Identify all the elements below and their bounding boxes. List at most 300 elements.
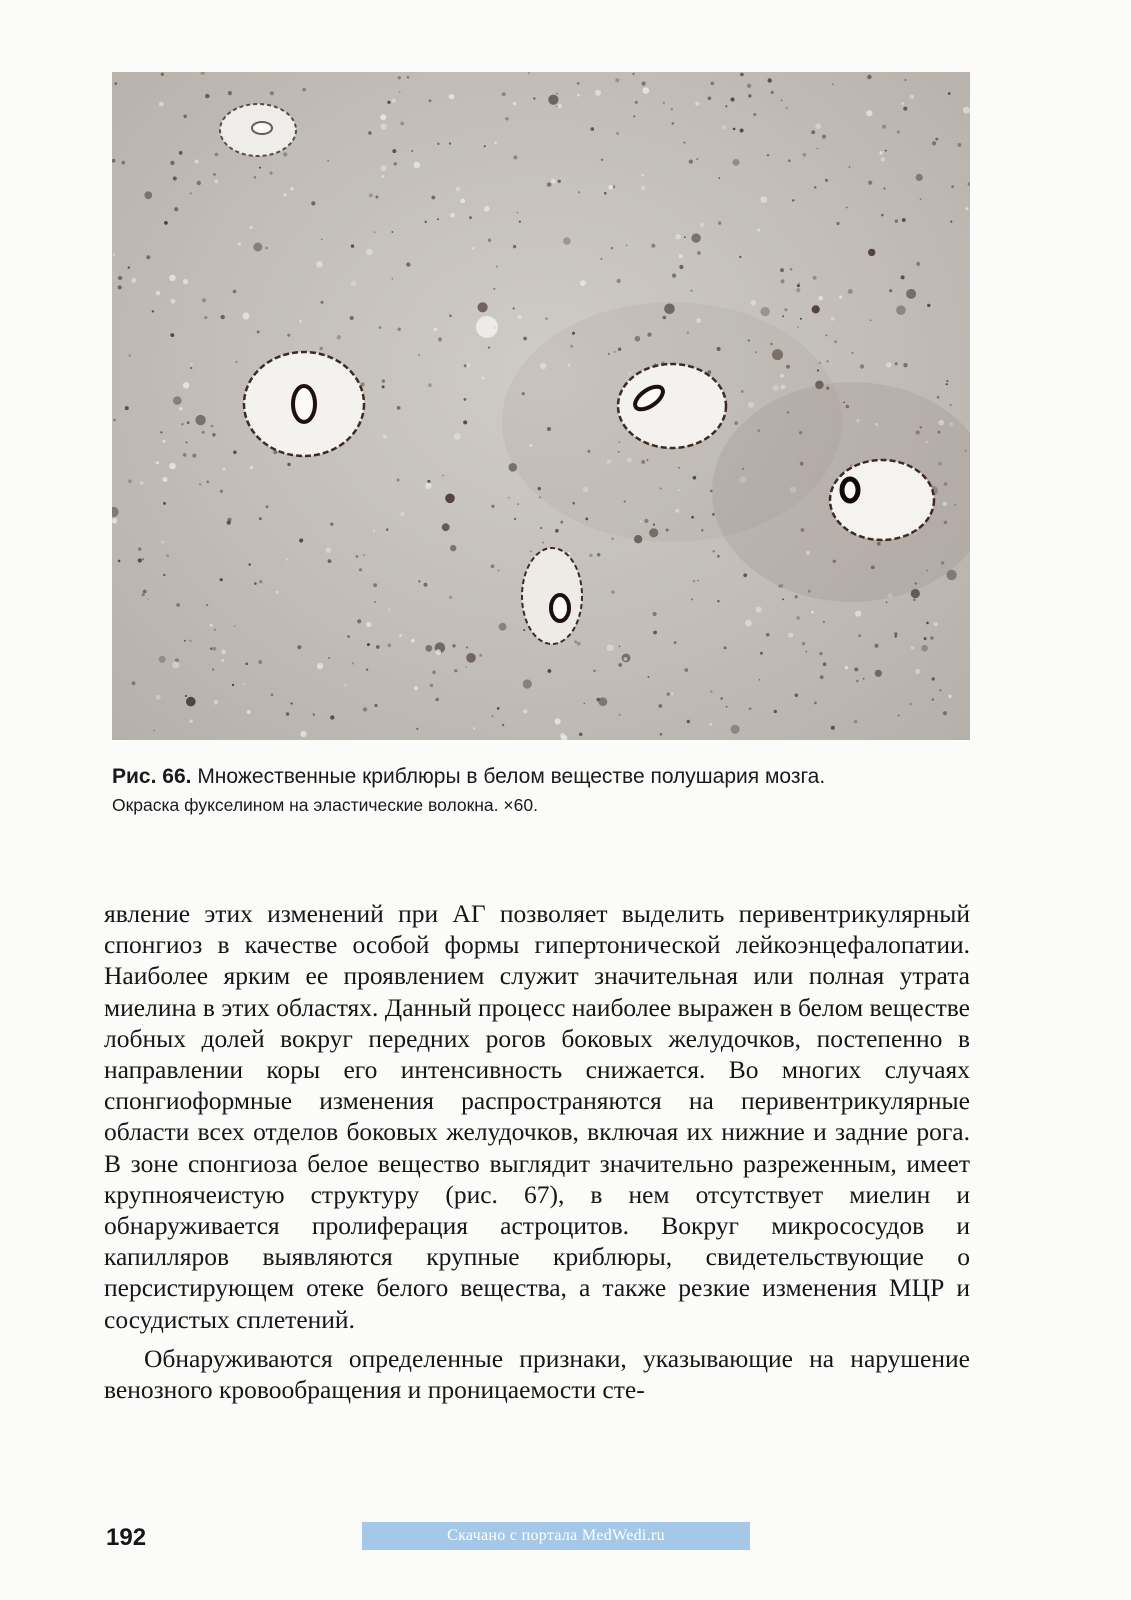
- stain-speck: [488, 239, 491, 242]
- stain-speck: [672, 273, 676, 277]
- stain-speck: [479, 654, 482, 657]
- stain-speck: [932, 698, 935, 701]
- vacuole-speck: [156, 695, 161, 700]
- stain-speck: [429, 99, 432, 102]
- vacuole-speck: [886, 362, 891, 367]
- stain-speck: [881, 214, 884, 217]
- stain-speck: [724, 646, 727, 649]
- stain-speck: [733, 128, 736, 131]
- stain-speck: [187, 421, 190, 424]
- stain-speck: [868, 249, 875, 256]
- stain-speck: [749, 707, 752, 710]
- stain-speck: [391, 231, 393, 233]
- stain-speck: [388, 644, 392, 648]
- stain-speck: [351, 244, 354, 247]
- stain-speck: [118, 560, 121, 563]
- stain-speck: [283, 152, 287, 156]
- stain-speck: [164, 221, 168, 225]
- vacuole-speck: [751, 300, 756, 305]
- vacuole-speck: [392, 99, 396, 103]
- stain-speck: [743, 573, 747, 577]
- stain-speck: [796, 616, 800, 620]
- stain-speck: [927, 304, 930, 307]
- stain-speck: [820, 675, 824, 679]
- stain-speck: [747, 84, 751, 88]
- vacuole-speck: [555, 718, 561, 724]
- stain-speck: [697, 580, 699, 582]
- stain-speck: [825, 179, 828, 182]
- stain-speck: [533, 97, 535, 99]
- stain-speck: [428, 383, 432, 387]
- stain-speck: [604, 192, 607, 195]
- stain-speck: [299, 538, 303, 542]
- vacuole-speck: [290, 187, 294, 191]
- vacuole-speck: [434, 328, 437, 331]
- stain-speck: [368, 131, 371, 134]
- stain-speck: [499, 623, 507, 631]
- stain-speck: [386, 528, 389, 531]
- stain-speck: [212, 669, 214, 671]
- stain-speck: [589, 554, 592, 557]
- stain-speck: [330, 523, 333, 526]
- stain-speck: [258, 660, 262, 664]
- stain-speck: [851, 352, 853, 354]
- stain-speck: [800, 318, 802, 320]
- stain-speck: [547, 182, 551, 186]
- stain-speck: [739, 256, 741, 258]
- stain-speck: [418, 580, 420, 582]
- stain-speck: [179, 151, 183, 155]
- stain-speck: [234, 625, 236, 627]
- stain-speck: [363, 707, 367, 711]
- vacuole-speck: [243, 683, 245, 685]
- stain-speck: [848, 289, 853, 294]
- vacuole-speck: [460, 199, 465, 204]
- vacuole-speck: [113, 253, 116, 256]
- stain-speck: [379, 326, 382, 329]
- stain-speck: [464, 398, 467, 401]
- stain-speck: [832, 83, 834, 85]
- vacuole-speck: [880, 151, 883, 154]
- caption-label: Рис. 66.: [112, 765, 192, 788]
- stain-speck: [387, 101, 390, 104]
- stain-speck: [718, 177, 720, 179]
- vacuole-speck: [484, 206, 490, 212]
- stain-speck: [176, 603, 180, 607]
- vacuole-speck: [517, 315, 522, 320]
- stain-speck: [452, 644, 455, 647]
- stain-speck: [170, 333, 174, 337]
- stain-speck: [642, 82, 646, 86]
- vacuole-speck: [580, 280, 586, 286]
- stain-speck: [733, 159, 740, 166]
- stain-speck: [968, 182, 970, 186]
- stain-speck: [202, 431, 205, 434]
- stain-speck: [406, 262, 410, 266]
- stain-speck: [618, 663, 622, 667]
- stain-speck: [437, 218, 439, 220]
- vacuole-speck: [831, 317, 835, 321]
- stain-speck: [201, 72, 205, 75]
- vacuole-speck: [695, 102, 699, 106]
- stain-speck: [375, 196, 378, 199]
- stain-speck: [690, 290, 692, 292]
- stain-speck: [578, 191, 580, 193]
- stain-speck: [555, 529, 559, 533]
- vacuole-speck: [183, 382, 190, 389]
- stain-speck: [895, 219, 898, 222]
- vacuole-speck: [316, 261, 323, 268]
- vacuole-speck: [472, 247, 475, 250]
- stain-speck: [517, 212, 519, 214]
- vacuole-speck: [641, 186, 645, 190]
- stain-speck: [858, 634, 861, 637]
- stain-speck: [184, 640, 186, 642]
- stain-speck: [897, 131, 900, 134]
- stain-speck: [731, 725, 740, 734]
- stain-speck: [397, 479, 400, 482]
- stain-speck: [466, 653, 476, 663]
- stain-speck: [710, 690, 712, 692]
- vacuole-speck: [710, 723, 712, 725]
- stain-speck: [827, 360, 829, 362]
- stain-speck: [173, 177, 177, 181]
- stain-speck: [913, 598, 916, 601]
- stain-speck: [449, 596, 452, 599]
- stain-speck: [805, 651, 807, 653]
- stain-speck: [399, 91, 401, 93]
- stain-speck: [713, 550, 715, 552]
- vacuole-speck: [414, 686, 418, 690]
- stain-speck: [382, 379, 385, 382]
- stain-speck: [781, 279, 785, 283]
- stain-speck: [431, 196, 435, 200]
- stain-speck: [392, 149, 396, 153]
- cribrum-bottom: [522, 548, 582, 644]
- stain-speck: [635, 101, 638, 104]
- stain-speck: [674, 641, 677, 644]
- stain-speck: [195, 415, 205, 425]
- stain-speck: [357, 619, 361, 623]
- stain-speck: [376, 645, 380, 649]
- stain-speck: [658, 704, 662, 708]
- stain-speck: [909, 703, 911, 705]
- vacuole-speck: [607, 645, 614, 652]
- stain-speck: [212, 433, 216, 437]
- stain-speck: [425, 645, 432, 652]
- stain-speck: [530, 550, 532, 552]
- stain-speck: [691, 233, 700, 242]
- paragraph-2: Обнаруживаются определенные признаки, указывающие на нарушение венозного кровообращения и проницаемости сте-: [104, 1343, 970, 1405]
- vacuole-speck: [156, 291, 161, 296]
- stain-speck: [330, 715, 334, 719]
- stain-speck: [849, 166, 851, 168]
- stain-speck: [173, 396, 182, 405]
- vacuole-speck: [624, 657, 628, 661]
- stain-speck: [834, 340, 837, 343]
- stain-speck: [491, 564, 495, 568]
- caption-line-1: [112, 762, 982, 792]
- stain-speck: [788, 159, 791, 162]
- stain-speck: [932, 141, 936, 145]
- stain-speck: [616, 132, 619, 135]
- stain-speck: [720, 697, 723, 700]
- stain-speck: [653, 631, 657, 635]
- stain-speck: [411, 150, 413, 152]
- vacuole-speck: [351, 281, 356, 286]
- stain-speck: [491, 505, 494, 508]
- vacuole-speck: [373, 530, 375, 532]
- stain-speck: [311, 201, 315, 205]
- vacuole-speck: [162, 440, 165, 443]
- vacuole-speck: [839, 296, 842, 299]
- stain-speck: [946, 380, 949, 383]
- stain-speck: [350, 316, 354, 320]
- stain-speck: [731, 98, 735, 102]
- stain-speck: [519, 221, 521, 223]
- vacuole-speck: [756, 607, 762, 613]
- cribrum-center: [618, 364, 726, 448]
- stain-speck: [488, 346, 490, 348]
- vacuole-speck: [195, 160, 199, 164]
- vacuole-speck: [523, 709, 527, 713]
- stain-speck: [398, 76, 401, 79]
- stain-speck: [221, 315, 225, 319]
- stain-speck: [113, 419, 116, 422]
- vacuole-speck: [494, 142, 497, 145]
- stain-speck: [771, 91, 774, 94]
- stain-speck: [159, 656, 166, 663]
- vacuole-speck: [222, 650, 226, 654]
- stain-speck: [584, 703, 586, 705]
- stain-speck: [870, 319, 872, 321]
- stain-speck: [513, 245, 516, 248]
- stain-speck: [577, 642, 581, 646]
- stain-speck: [112, 507, 119, 517]
- stain-speck: [950, 221, 952, 223]
- vacuole-speck: [454, 433, 461, 440]
- stain-speck: [679, 265, 683, 269]
- vacuole-speck: [855, 611, 861, 617]
- stain-speck: [143, 590, 147, 594]
- stain-speck: [948, 92, 951, 95]
- stain-speck: [206, 481, 209, 484]
- vacuole-speck: [414, 162, 421, 169]
- stain-speck: [672, 122, 675, 125]
- stain-speck: [889, 289, 892, 292]
- stain-speck: [367, 643, 370, 646]
- stain-speck: [653, 612, 657, 616]
- cribrum-right: [830, 460, 934, 540]
- stain-speck: [597, 553, 600, 556]
- stain-speck: [514, 518, 516, 520]
- stain-speck: [523, 679, 532, 688]
- cribrum-left: [244, 352, 364, 456]
- stain-speck: [601, 258, 603, 260]
- stain-speck: [921, 645, 928, 652]
- vacuole-speck: [788, 633, 793, 638]
- vacuole-speck: [243, 313, 250, 320]
- stain-speck: [363, 554, 365, 556]
- stain-speck: [540, 527, 542, 529]
- stain-speck: [374, 704, 377, 707]
- stain-speck: [445, 494, 455, 504]
- vacuole-speck: [671, 692, 674, 695]
- stain-speck: [202, 298, 206, 302]
- stain-speck: [163, 574, 165, 576]
- stain-speck: [442, 475, 444, 477]
- stain-speck: [450, 545, 456, 551]
- stain-speck: [593, 670, 595, 672]
- stain-speck: [903, 363, 907, 367]
- stain-speck: [287, 463, 290, 466]
- stain-speck: [287, 334, 290, 337]
- stain-speck: [347, 635, 350, 638]
- stain-speck: [233, 451, 236, 454]
- stain-speck: [632, 73, 634, 75]
- micrograph-figure: [112, 72, 970, 740]
- stain-speck: [271, 694, 274, 697]
- vacuole-speck: [608, 185, 613, 190]
- vacuole-speck: [317, 663, 323, 669]
- stain-speck: [943, 711, 947, 715]
- stain-speck: [854, 720, 858, 724]
- vacuole-speck: [169, 463, 176, 470]
- stain-speck: [759, 679, 761, 681]
- stain-speck: [189, 640, 191, 642]
- stain-speck: [786, 107, 788, 109]
- stain-speck: [356, 555, 359, 558]
- vacuole-speck: [190, 363, 193, 366]
- stain-speck: [556, 105, 558, 107]
- vacuole-speck: [963, 107, 970, 114]
- stain-speck: [528, 72, 530, 74]
- stain-speck: [163, 502, 166, 505]
- stain-speck: [210, 647, 213, 650]
- stain-speck: [394, 162, 397, 165]
- stain-speck: [270, 172, 273, 175]
- vacuole-speck: [425, 483, 432, 490]
- stain-speck: [153, 730, 155, 732]
- stain-speck: [454, 669, 457, 672]
- vacuole-speck: [466, 363, 470, 367]
- stain-speck: [748, 94, 751, 97]
- vacuole-speck: [156, 461, 159, 464]
- stain-speck: [697, 251, 701, 255]
- caption-line-2: Окраска фукселином на эластические волокна. ×60.: [112, 795, 538, 815]
- stain-speck: [213, 647, 217, 651]
- stain-speck: [266, 505, 269, 508]
- stain-speck: [253, 243, 262, 252]
- vacuole-speck: [456, 187, 461, 192]
- cribrum-top-left: [220, 104, 296, 156]
- vacuole-speck: [172, 661, 179, 668]
- stain-speck: [618, 714, 620, 716]
- vacuole-speck: [163, 477, 168, 482]
- stain-speck: [782, 599, 784, 601]
- stain-speck: [254, 582, 257, 585]
- stain-speck: [823, 621, 825, 623]
- stain-speck: [774, 710, 777, 713]
- stain-speck: [190, 367, 192, 369]
- stain-speck: [875, 670, 882, 677]
- stain-speck: [493, 288, 495, 290]
- vacuole-speck: [558, 104, 563, 109]
- stain-speck: [112, 159, 115, 163]
- stain-speck: [882, 125, 886, 129]
- stain-speck: [814, 702, 817, 705]
- stain-speck: [797, 284, 800, 287]
- vacuole-speck: [131, 278, 136, 283]
- stain-speck: [822, 135, 826, 139]
- stain-speck: [484, 145, 486, 147]
- stain-speck: [894, 632, 898, 636]
- stain-speck: [951, 185, 954, 188]
- stain-speck: [502, 724, 504, 726]
- vacuole-speck: [171, 299, 176, 304]
- vacuole-speck: [811, 611, 814, 614]
- stain-speck: [513, 307, 515, 309]
- stain-speck: [896, 305, 906, 315]
- stain-speck: [257, 331, 260, 334]
- stain-speck: [246, 663, 249, 666]
- stain-speck: [400, 122, 404, 126]
- stain-speck: [760, 652, 763, 655]
- vacuole-speck: [214, 700, 219, 705]
- stain-speck: [939, 689, 941, 691]
- stain-speck: [469, 216, 472, 219]
- stain-speck: [768, 78, 772, 82]
- stain-speck: [935, 138, 938, 141]
- stain-speck: [518, 503, 520, 505]
- stain-speck: [717, 600, 720, 603]
- stain-speck: [183, 115, 187, 119]
- stain-speck: [435, 698, 439, 702]
- stain-speck: [831, 726, 835, 730]
- vacuole-speck: [577, 94, 580, 97]
- stain-speck: [505, 117, 508, 120]
- stain-speck: [197, 181, 201, 185]
- stain-speck: [398, 328, 401, 331]
- stain-speck: [430, 684, 433, 687]
- stain-speck: [667, 692, 670, 695]
- stain-speck: [152, 310, 154, 312]
- stain-speck: [146, 255, 150, 259]
- stain-speck: [463, 420, 467, 424]
- stain-speck: [560, 521, 563, 524]
- vacuole-speck: [169, 275, 176, 282]
- stain-speck: [259, 517, 262, 520]
- stain-speck: [199, 483, 201, 485]
- stain-speck: [138, 547, 141, 550]
- stain-speck: [905, 79, 907, 81]
- stain-speck: [863, 678, 865, 680]
- vacuole-speck: [815, 123, 821, 129]
- stain-speck: [792, 199, 794, 201]
- stain-speck: [337, 335, 341, 339]
- stain-speck: [548, 95, 558, 105]
- stain-speck: [374, 231, 376, 233]
- stain-speck: [220, 490, 223, 493]
- stain-speck: [718, 221, 721, 224]
- stain-speck: [812, 305, 820, 313]
- figure-caption: [112, 762, 982, 818]
- stain-speck: [563, 237, 571, 245]
- stain-speck: [478, 302, 488, 312]
- vacuole-speck: [399, 634, 402, 637]
- stain-speck: [683, 142, 685, 144]
- stain-speck: [397, 406, 401, 410]
